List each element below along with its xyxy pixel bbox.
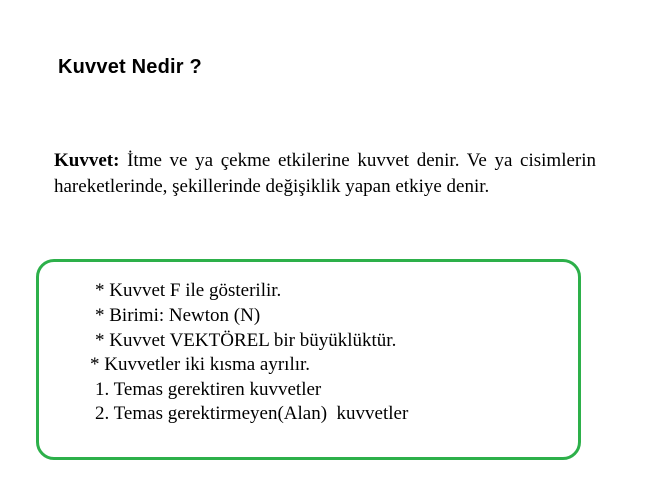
list-item: * Birimi: Newton (N) bbox=[95, 305, 261, 326]
definition-text: İtme ve ya çekme etkilerine kuvvet denir. Ve ya cisimlerin hareketlerinde, şekillerinde değişiklik yapan etkiye denir. bbox=[54, 150, 597, 197]
list-item: 1. Temas gerektiren kuvvetler bbox=[95, 379, 322, 400]
page-title: Kuvvet Nedir ? bbox=[58, 56, 202, 78]
list-item: * Kuvvetler iki kısma ayrılır. bbox=[90, 354, 311, 375]
definition-term: Kuvvet: bbox=[54, 150, 120, 171]
list-item: 2. Temas gerektirmeyen(Alan) kuvvetler bbox=[95, 403, 409, 424]
list-item: * Kuvvet VEKTÖREL bir büyüklüktür. bbox=[95, 330, 397, 351]
definition-paragraph bbox=[54, 148, 596, 200]
list-item: * Kuvvet F ile gösterilir. bbox=[95, 280, 282, 301]
